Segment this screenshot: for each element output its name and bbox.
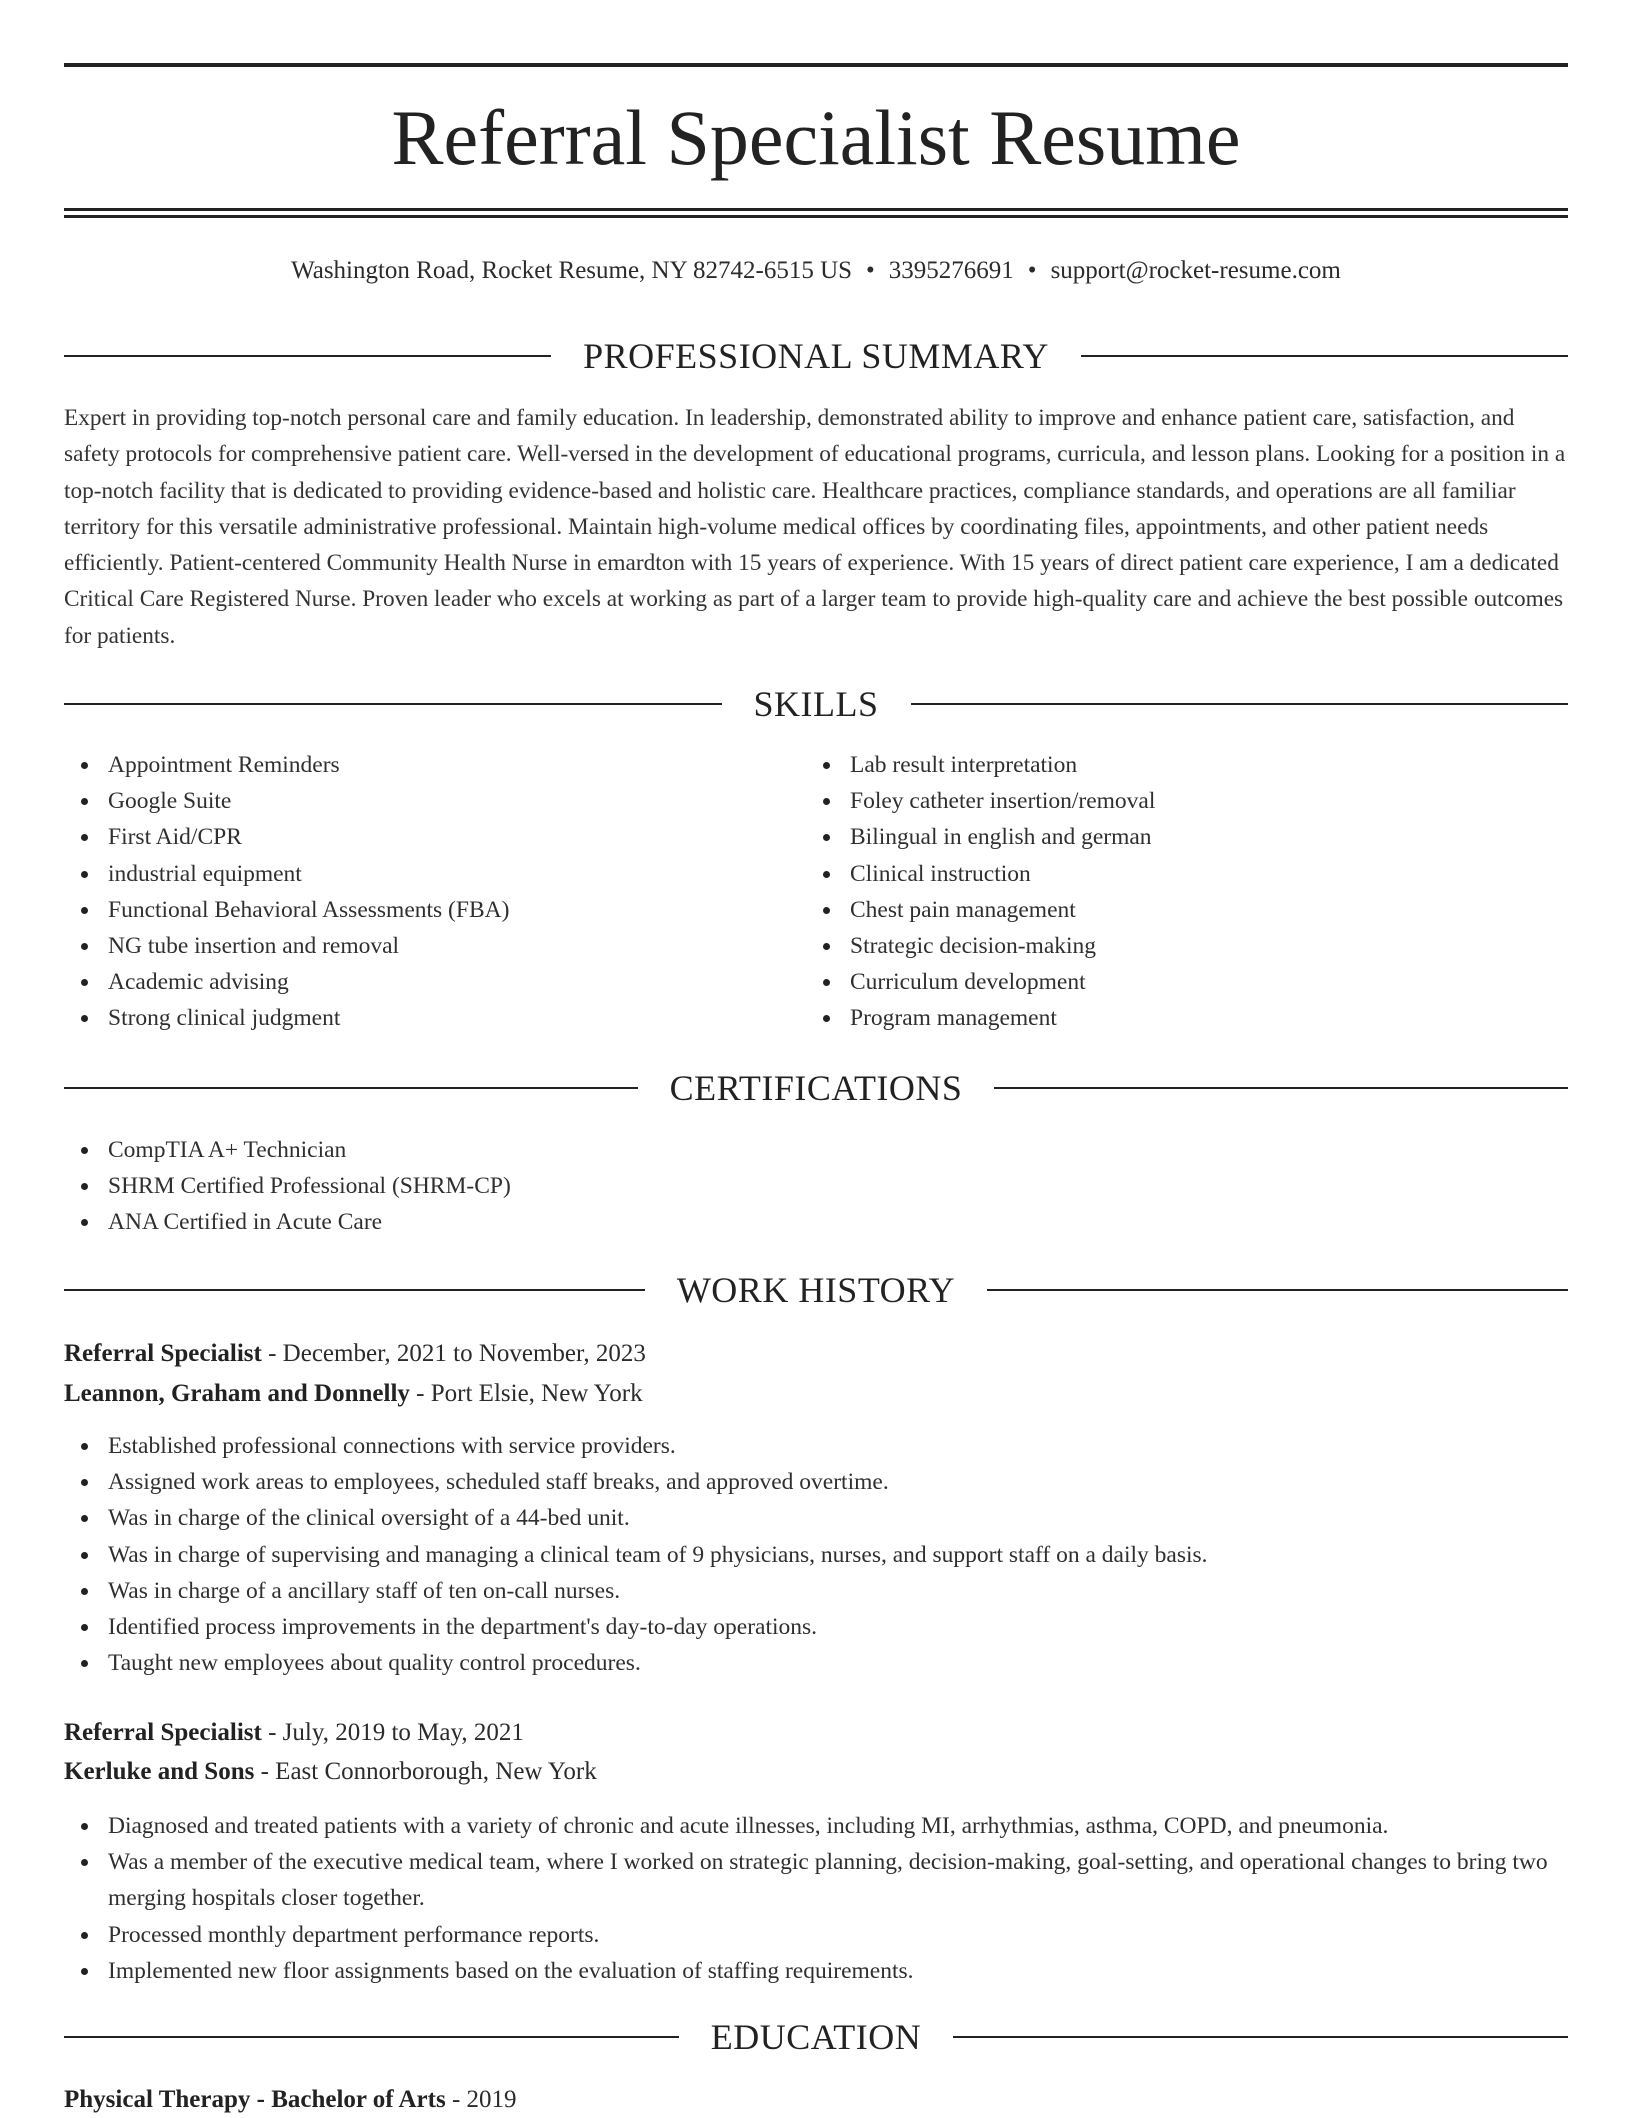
job-bullet: Was in charge of a ancillary staff of ten on-call nurses. <box>64 1573 1568 1609</box>
job-bullets-block <box>64 1808 1568 1989</box>
job-bullet: Was in charge of supervising and managing a clinical team of 9 physicians, nurses, and support staff on a daily basis. <box>64 1537 1568 1573</box>
skill-item: Functional Behavioral Assessments (FBA) <box>64 892 764 928</box>
job-bullets <box>64 1428 1568 1681</box>
skill-item: Clinical instruction <box>806 856 1506 892</box>
skill-item: Strong clinical judgment <box>64 1000 764 1036</box>
certifications-block <box>64 1132 1568 1241</box>
certifications-list <box>64 1132 1568 1241</box>
certification-item: ANA Certified in Acute Care <box>64 1204 1568 1240</box>
skill-item: Strategic decision-making <box>806 928 1506 964</box>
skill-item: Appointment Reminders <box>64 747 764 783</box>
education-degree: Physical Therapy - Bachelor of Arts <box>64 2086 446 2113</box>
job-bullet: Was in charge of the clinical oversight of a 44-bed unit. <box>64 1500 1568 1536</box>
skill-item: First Aid/CPR <box>64 819 764 855</box>
summary-text: Expert in providing top-notch personal care and family education. In leadership, demonstrated ability to improve and enhance patient care, satisfaction, and safety protocols for comprehensive patient care. Well-versed in the development of educational programs, curricula, and lesson plans. Looking for a position in a top-notch facility that is dedicated to providing evidence-based and holistic care. Healthcare practices, compliance standards, and operations are all familiar territory for this versatile administrative professional. Maintain high-volume medical offices by coordinating files, appointments, and other patient needs efficiently. Patient-centered Community Health Nurse in emardton with 15 years of experience. With 15 years of direct patient care experience, I am a dedicated Critical Care Registered Nurse. Proven leader who excels at working as part of a larger team to provide high-quality care and achieve the best possible outcomes for patients. <box>64 405 1566 649</box>
section-heading-certifications <box>64 1066 1568 1110</box>
job-bullet: Identified process improvements in the department's day-to-day operations. <box>64 1609 1568 1645</box>
job-title-line <box>64 1715 1568 1751</box>
education-year: - 2019 <box>445 2086 517 2113</box>
skills-list-left <box>64 747 764 1037</box>
skill-item: Foley catheter insertion/removal <box>806 783 1506 819</box>
job-bullet: Established professional connections with service providers. <box>64 1428 1568 1464</box>
job-bullet: Assigned work areas to employees, scheduled staff breaks, and approved overtime. <box>64 1464 1568 1500</box>
contact-line <box>64 253 1568 289</box>
skill-item: Curriculum development <box>806 964 1506 1000</box>
section-heading-summary <box>64 334 1568 378</box>
section-title: WORK HISTORY <box>676 1270 956 1310</box>
job-company-line <box>64 1754 1568 1790</box>
title-double-rule <box>64 208 1568 218</box>
contact-email: support@rocket-resume.com <box>1050 257 1341 284</box>
skill-item: Lab result interpretation <box>806 747 1506 783</box>
job-bullet: Was a member of the executive medical team, where I worked on strategic planning, decision-making, goal-setting, and operational changes to bring two merging hospitals closer together. <box>64 1844 1568 1916</box>
certification-item: SHRM Certified Professional (SHRM-CP) <box>64 1168 1568 1204</box>
heading-rule <box>64 2036 679 2038</box>
job-bullet: Diagnosed and treated patients with a variety of chronic and acute illnesses, including MI, arrhythmias, asthma, COPD, and pneumonia. <box>64 1808 1568 1844</box>
heading-rule <box>64 703 722 705</box>
section-heading-work-history <box>64 1268 1568 1312</box>
section-title: PROFESSIONAL SUMMARY <box>583 336 1049 376</box>
job-dates: - December, 2021 to November, 2023 <box>261 1340 646 1367</box>
skill-item: Bilingual in english and german <box>806 819 1506 855</box>
job-bullets-block <box>64 1428 1568 1681</box>
heading-rule <box>994 1087 1568 1089</box>
skill-item: NG tube insertion and removal <box>64 928 764 964</box>
contact-phone: 3395276691 <box>888 257 1014 284</box>
job-company-line <box>64 1376 1568 1412</box>
heading-rule <box>987 1289 1568 1291</box>
resume-title: Referral Specialist Resume <box>391 94 1241 181</box>
job-bullet: Implemented new floor assignments based on the evaluation of staffing requirements. <box>64 1953 1568 1989</box>
skill-item: Program management <box>806 1000 1506 1036</box>
section-title: EDUCATION <box>710 2017 922 2057</box>
job-title: Referral Specialist <box>64 1719 262 1746</box>
job-title-line <box>64 1336 1568 1372</box>
heading-rule <box>911 703 1569 705</box>
heading-rule <box>953 2036 1568 2038</box>
contact-separator: • <box>866 257 875 284</box>
heading-rule <box>64 355 551 357</box>
job-company: Leannon, Graham and Donnelly <box>64 1380 410 1407</box>
contact-separator: • <box>1027 257 1037 284</box>
skill-item: Academic advising <box>64 964 764 1000</box>
skill-item: Chest pain management <box>806 892 1506 928</box>
certification-item: CompTIA A+ Technician <box>64 1132 1568 1168</box>
top-rule <box>64 63 1568 67</box>
skill-item: Google Suite <box>64 783 764 819</box>
job-location: - Port Elsie, New York <box>409 1380 643 1407</box>
skills-column-left <box>64 747 764 1037</box>
skill-item: industrial equipment <box>64 856 764 892</box>
section-title: SKILLS <box>753 684 879 724</box>
education-entry <box>64 2082 1568 2118</box>
section-title: CERTIFICATIONS <box>669 1068 963 1108</box>
job-location: - East Connorborough, New York <box>254 1758 597 1785</box>
section-heading-education <box>64 2015 1568 2059</box>
job-bullets <box>64 1808 1568 1989</box>
job-bullet: Processed monthly department performance reports. <box>64 1917 1568 1953</box>
job-title: Referral Specialist <box>64 1340 262 1367</box>
heading-rule <box>64 1289 645 1291</box>
skills-column-right <box>806 747 1506 1037</box>
heading-rule <box>64 1087 638 1089</box>
job-dates: - July, 2019 to May, 2021 <box>261 1719 524 1746</box>
heading-rule <box>1081 355 1568 357</box>
section-heading-skills <box>64 682 1568 726</box>
job-bullet: Taught new employees about quality control procedures. <box>64 1645 1568 1681</box>
contact-address: Washington Road, Rocket Resume, NY 82742-6515 US <box>291 257 853 284</box>
job-company: Kerluke and Sons <box>64 1758 255 1785</box>
skills-list-right <box>806 747 1506 1037</box>
